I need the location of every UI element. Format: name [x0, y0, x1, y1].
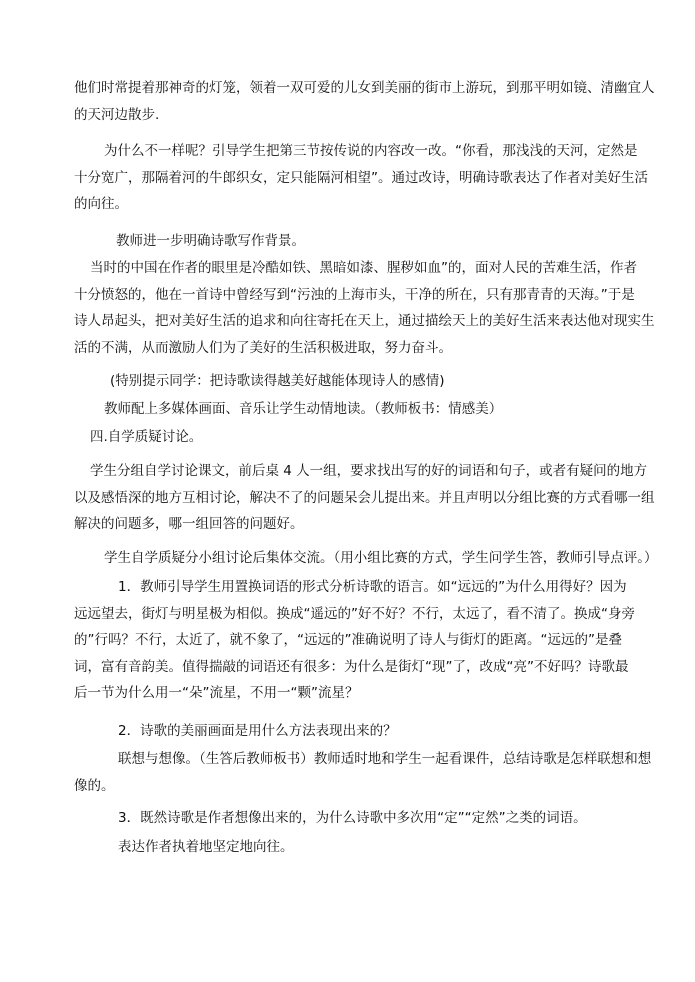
text-line: 诗人昂起头，把对美好生活的追求和向往寄托在天上，通过描绘天上的美好生活来表达他对现实生: [74, 313, 655, 329]
text-line: 表达作者执着地坚定地向往。: [118, 839, 294, 855]
text-line: 联想与想像。（生答后教师板书）教师适时地和学生一起看课件，总结诗歌是怎样联想和想: [118, 751, 652, 767]
text-line: 像的。: [74, 777, 115, 794]
text-line: 的向往。: [74, 196, 128, 212]
text-line: 2．诗歌的美丽画面是用什么方法表现出来的？: [118, 723, 397, 739]
text-line: 教师进一步明确诗歌写作背景。: [116, 233, 305, 249]
text-line: 教师配上多媒体画面、音乐让学生动情地读。（教师板书：情感美）: [104, 401, 503, 417]
text-line: 的天河边散步.: [74, 106, 160, 123]
text-line: 四.自学质疑讨论。: [90, 429, 203, 445]
paragraph-1: [74, 75, 655, 128]
text-line: 1．教师引导学生用置换词语的形式分析诗歌的语言。如“远远的”为什么用得好？因为: [118, 579, 627, 595]
text-line: 远远望去，街灯与明星极为相似。换成“遥远的”好不好？不行，太远了，看不清了。换成“身旁: [74, 605, 635, 622]
section-heading: [74, 424, 634, 451]
text-line: 以及感悟深的地方互相讨论，解决不了的问题呆会儿提出来。并且声明以分组比赛的方式看哪一组: [74, 489, 655, 506]
paragraph-13: [74, 834, 634, 861]
text-line: 解决的问题多，哪一组回答的问题好。: [74, 516, 304, 532]
text-line: 十分宽广，那隔着河的牛郎织女，定只能隔河相望”。通过改诗，明确诗歌表达了作者对美好生活: [74, 169, 648, 186]
paragraph-5: [74, 368, 634, 395]
text-line: 他们时常提着那神奇的灯笼，领着一双可爱的儿女到美丽的街市上游玩，到那平明如镜、清幽宜人: [74, 80, 655, 96]
text-line: 学生自学质疑分小组讨论后集体交流。（用小组比赛的方式，学生问学生答，教师引导点评。）: [104, 550, 658, 566]
text-line: (特别提示同学：把诗歌读得越美好越能体现诗人的感情): [110, 373, 445, 389]
text-line: 学生分组自学讨论课文，前后桌 4 人一组，要求找出写的好的词语和句子，或者有疑问的地方: [90, 463, 648, 479]
paragraph-6: [74, 396, 634, 423]
paragraph-11: [74, 746, 652, 799]
text-line: 的”行吗？不行，太近了，就不象了，“远远的”准确说明了诗人与街灯的距离。“远远的”是叠: [74, 632, 622, 648]
paragraph-7: [74, 458, 655, 538]
text-line: 3．既然诗歌是作者想像出来的，为什么诗歌中多次用“定”“定然”之类的词语。: [118, 810, 587, 826]
paragraph-12: [74, 805, 634, 832]
text-line: 后一节为什么用一“朵”流星，不用一“颗”流星？: [74, 685, 359, 701]
text-line: 为什么不一样呢？引导学生把第三节按传说的内容改一改。“你看，那浅浅的天河，定然是: [104, 143, 638, 159]
paragraph-9: [74, 574, 634, 707]
paragraph-2: [74, 138, 648, 218]
text-line: 词，富有音韵美。值得揣敲的词语还有很多：为什么是街灯“现”了，改成“亮”不好吗？诗歌最: [74, 658, 629, 675]
text-line: 当时的中国在作者的眼里是冷酷如铁、黑暗如漆、腥秽如血”的，面对人民的苦难生活，作者: [90, 260, 637, 276]
text-line: 十分愤怒的，他在一首诗中曾经写到“污浊的上海市头，干净的所在，只有那青青的天海。”于是: [74, 286, 635, 303]
text-line: 活的不满，从而激励人们为了美好的生活积极进取，努力奋斗。: [74, 339, 452, 356]
paragraph-10: [74, 718, 634, 745]
paragraph-3: [74, 228, 634, 255]
paragraph-8: [74, 545, 658, 572]
paragraph-4: [74, 255, 655, 361]
